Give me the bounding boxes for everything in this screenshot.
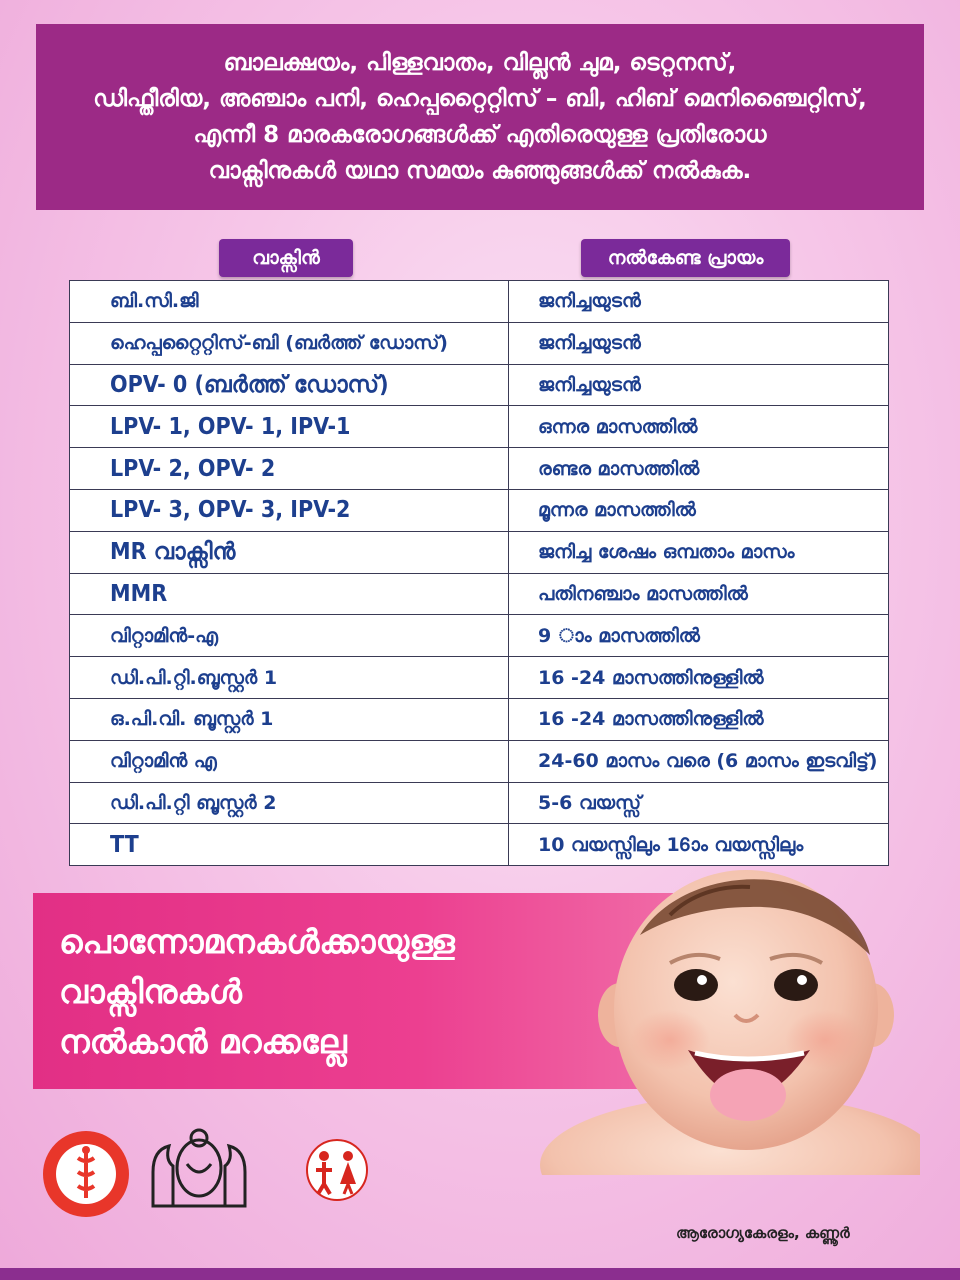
vaccine-cell: MR വാക്സിൻ — [70, 531, 509, 573]
intro-line: എന്നീ 8 മാരകരോഗങ്ങൾക്ക് എതിരെയുള്ള പ്രതിരോധ — [193, 122, 767, 148]
vaccine-cell: TT — [70, 824, 509, 866]
vaccine-cell: ഹെപ്പറ്റൈറ്റിസ്-ബി (ബർത്ത് ഡോസ്) — [70, 322, 509, 364]
vaccine-cell: ഡി.പി.റ്റി.ബൂസ്റ്റർ 1 — [70, 657, 509, 699]
table-row — [70, 573, 889, 615]
vaccine-cell: വിറ്റാമിൻ എ — [70, 740, 509, 782]
age-cell: മൂന്നര മാസത്തിൽ — [509, 489, 889, 531]
kerala-government-emblem — [143, 1124, 255, 1216]
vaccine-cell: LPV- 2, OPV- 2 — [70, 448, 509, 490]
age-cell: ജനിച്ചയുടൻ — [509, 322, 889, 364]
table-row — [70, 615, 889, 657]
table-row — [70, 489, 889, 531]
table-row — [70, 782, 889, 824]
age-cell: 9 ാം മാസത്തിൽ — [509, 615, 889, 657]
baby-illustration — [520, 845, 920, 1175]
age-cell: പതിനഞ്ചാം മാസത്തിൽ — [509, 573, 889, 615]
age-cell: ഒന്നര മാസത്തിൽ — [509, 406, 889, 448]
table-row — [70, 531, 889, 573]
table-row — [70, 364, 889, 406]
dhs-kerala-logo — [40, 1128, 132, 1220]
national-health-mission-logo — [282, 1122, 392, 1222]
table-row — [70, 740, 889, 782]
banner-line: നൽകാൻ മറക്കല്ലേ — [59, 1022, 347, 1061]
banner-line: പൊന്നോമനകൾക്കായുള്ള — [59, 922, 455, 961]
table-row — [70, 322, 889, 364]
vaccine-cell: വിറ്റാമിൻ-എ — [70, 615, 509, 657]
vaccine-cell: ഡി.പി.റ്റി ബൂസ്റ്റർ 2 — [70, 782, 509, 824]
vaccine-cell: MMR — [70, 573, 509, 615]
age-cell: രണ്ടര മാസത്തിൽ — [509, 448, 889, 490]
age-cell: ജനിച്ച ശേഷം ഒമ്പതാം മാസം — [509, 531, 889, 573]
table-row — [70, 657, 889, 699]
bottom-strip — [0, 1268, 960, 1280]
table-row — [70, 281, 889, 323]
intro-line: വാക്സിനുകൾ യഥാ സമയം കുഞ്ഞുങ്ങൾക്ക് നൽകുക. — [208, 158, 752, 184]
banner-line: വാക്സിനുകൾ — [59, 972, 242, 1011]
vaccine-cell: ബി.സി.ജി — [70, 281, 509, 323]
header-vaccine: വാക്സിൻ — [219, 239, 353, 277]
age-cell: ജനിച്ചയുടൻ — [509, 364, 889, 406]
vaccine-cell: LPV- 3, OPV- 3, IPV-2 — [70, 489, 509, 531]
intro-line: ഡിഫ്തീരിയ, അഞ്ചാം പനി, ഹെപ്പറ്റൈറ്റിസ് – ബി, ഹിബ് മെനിഞ്ചൈറ്റിസ്, — [93, 86, 867, 112]
intro-line: ബാലക്ഷയം, പിള്ളവാതം, വില്ലൻ ചുമ, ടെറ്റനസ്, — [223, 50, 737, 76]
table-row — [70, 448, 889, 490]
table-row — [70, 698, 889, 740]
intro-box — [36, 24, 924, 210]
footer-credit: ആരോഗ്യകേരളം, കണ്ണൂർ — [676, 1224, 850, 1242]
vaccine-schedule-table — [69, 280, 889, 866]
age-cell: 5-6 വയസ്സ് — [509, 782, 889, 824]
age-cell: 10 വയസ്സിലും 16ാം വയസ്സിലും — [509, 824, 889, 866]
age-cell: 24-60 മാസം വരെ (6 മാസം ഇടവിട്ട്) — [509, 740, 889, 782]
table-row — [70, 406, 889, 448]
age-cell: 16 -24 മാസത്തിനുള്ളിൽ — [509, 657, 889, 699]
age-cell: 16 -24 മാസത്തിനുള്ളിൽ — [509, 698, 889, 740]
header-age: നൽകേണ്ട പ്രായം — [581, 239, 790, 277]
age-cell: ജനിച്ചയുടൻ — [509, 281, 889, 323]
vaccine-cell: LPV- 1, OPV- 1, IPV-1 — [70, 406, 509, 448]
vaccine-cell: ഒ.പി.വി. ബൂസ്റ്റർ 1 — [70, 698, 509, 740]
vaccine-cell: OPV- 0 (ബർത്ത് ഡോസ്) — [70, 364, 509, 406]
